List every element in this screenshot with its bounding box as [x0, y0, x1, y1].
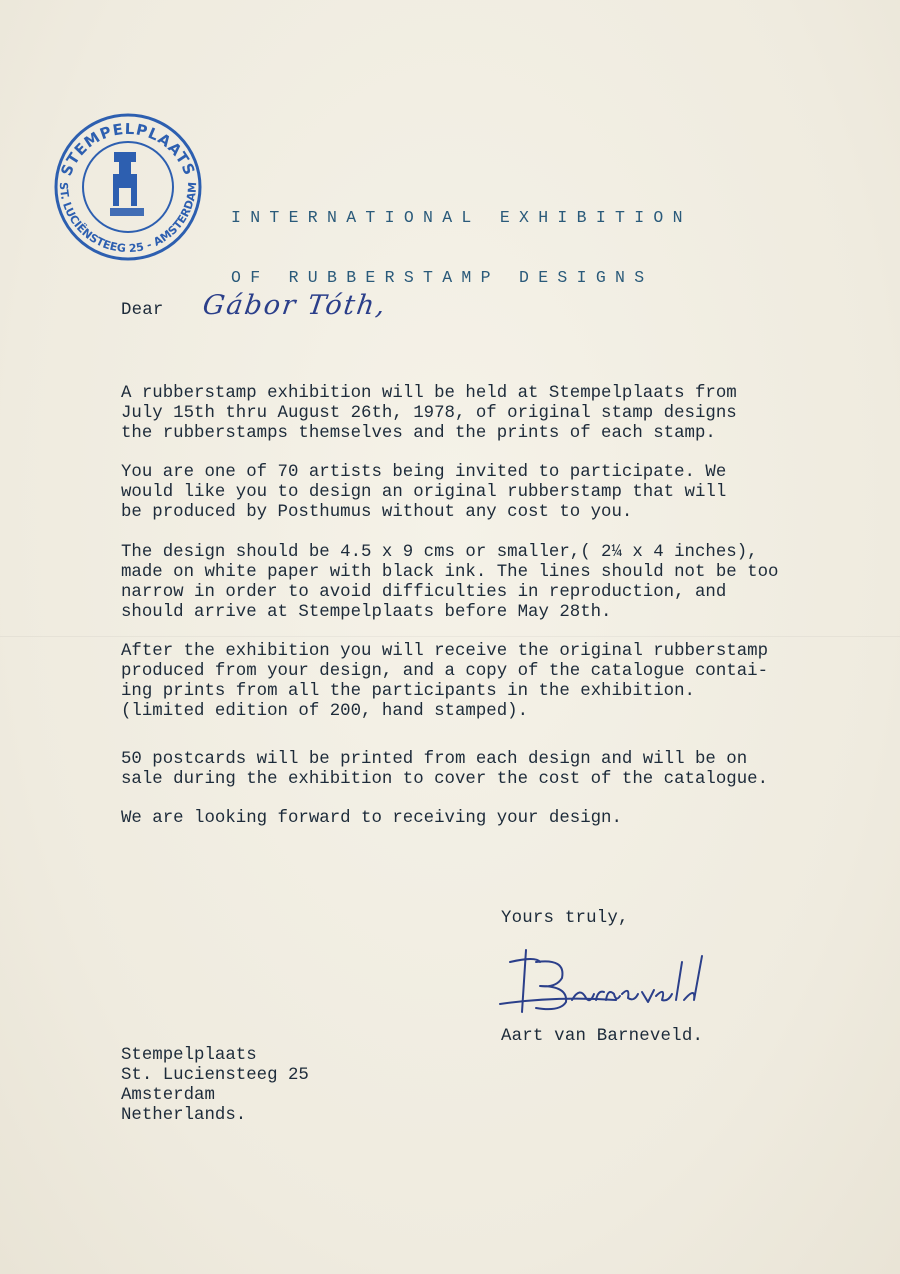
body-line: made on white paper with black ink. The lines should not be too	[121, 563, 779, 582]
address-line: Amsterdam	[121, 1086, 215, 1105]
body-line: You are one of 70 artists being invited to participate. We	[121, 463, 727, 482]
body-line: (limited edition of 200, hand stamped).	[121, 702, 529, 721]
letterhead-line-2: OF RUBBERSTAMP DESIGNS	[231, 268, 654, 287]
rubberstamp-icon	[110, 152, 144, 216]
signer-name: Aart van Barneveld.	[501, 1027, 704, 1046]
body-line: 50 postcards will be printed from each design and will be on	[121, 750, 748, 769]
body-line: After the exhibition you will receive the original rubberstamp	[121, 642, 769, 661]
stamp-bottom-text: ST. LUCIËNSTEEG 25 - AMSTERDAM	[56, 181, 200, 256]
svg-text:ST. LUCIËNSTEEG 25 - AMSTERDAM	[57, 182, 199, 255]
address-line: Stempelplaats	[121, 1046, 257, 1065]
recipient-handwritten-name: Gábor Tóth,	[200, 290, 389, 321]
body-line: would like you to design an original rubberstamp that will	[121, 483, 727, 502]
body-line: ing prints from all the participants in the exhibition.	[121, 682, 695, 701]
address-line: Netherlands.	[121, 1106, 247, 1125]
body-paragraph	[121, 809, 622, 829]
stamp-top-text: STEMPELPLAATS	[57, 119, 199, 179]
body-line: The design should be 4.5 x 9 cms or smaller,( 2¼ x 4 inches),	[121, 543, 758, 562]
body-line: be produced by Posthumus without any cost to you.	[121, 503, 633, 522]
body-line: narrow in order to avoid difficulties in reproduction, and	[121, 583, 727, 602]
body-line: the rubberstamps themselves and the prints of each stamp.	[121, 424, 716, 443]
body-line: produced from your design, and a copy of the catalogue contai-	[121, 662, 769, 681]
body-paragraph	[121, 543, 778, 623]
body-line: A rubberstamp exhibition will be held at Stempelplaats from	[121, 384, 737, 403]
handwritten-signature	[496, 942, 716, 1022]
body-line: should arrive at Stempelplaats before May 28th.	[121, 603, 612, 622]
address-line: St. Luciensteeg 25	[121, 1066, 309, 1085]
body-line: July 15th thru August 26th, 1978, of original stamp designs	[121, 404, 737, 423]
paper-fold	[0, 636, 900, 637]
salutation: Dear	[121, 301, 164, 320]
sender-address	[121, 1046, 309, 1126]
stempelplaats-stamp-logo	[40, 112, 216, 262]
letterhead-title	[231, 168, 692, 308]
body-paragraph	[121, 384, 737, 444]
closing: Yours truly,	[501, 909, 629, 928]
letterhead-line-1: INTERNATIONAL EXHIBITION	[231, 208, 692, 227]
body-line: We are looking forward to receiving your design.	[121, 809, 622, 828]
body-paragraph	[121, 750, 768, 790]
body-paragraph	[121, 642, 768, 722]
body-line: sale during the exhibition to cover the cost of the catalogue.	[121, 770, 769, 789]
body-paragraph	[121, 463, 726, 523]
